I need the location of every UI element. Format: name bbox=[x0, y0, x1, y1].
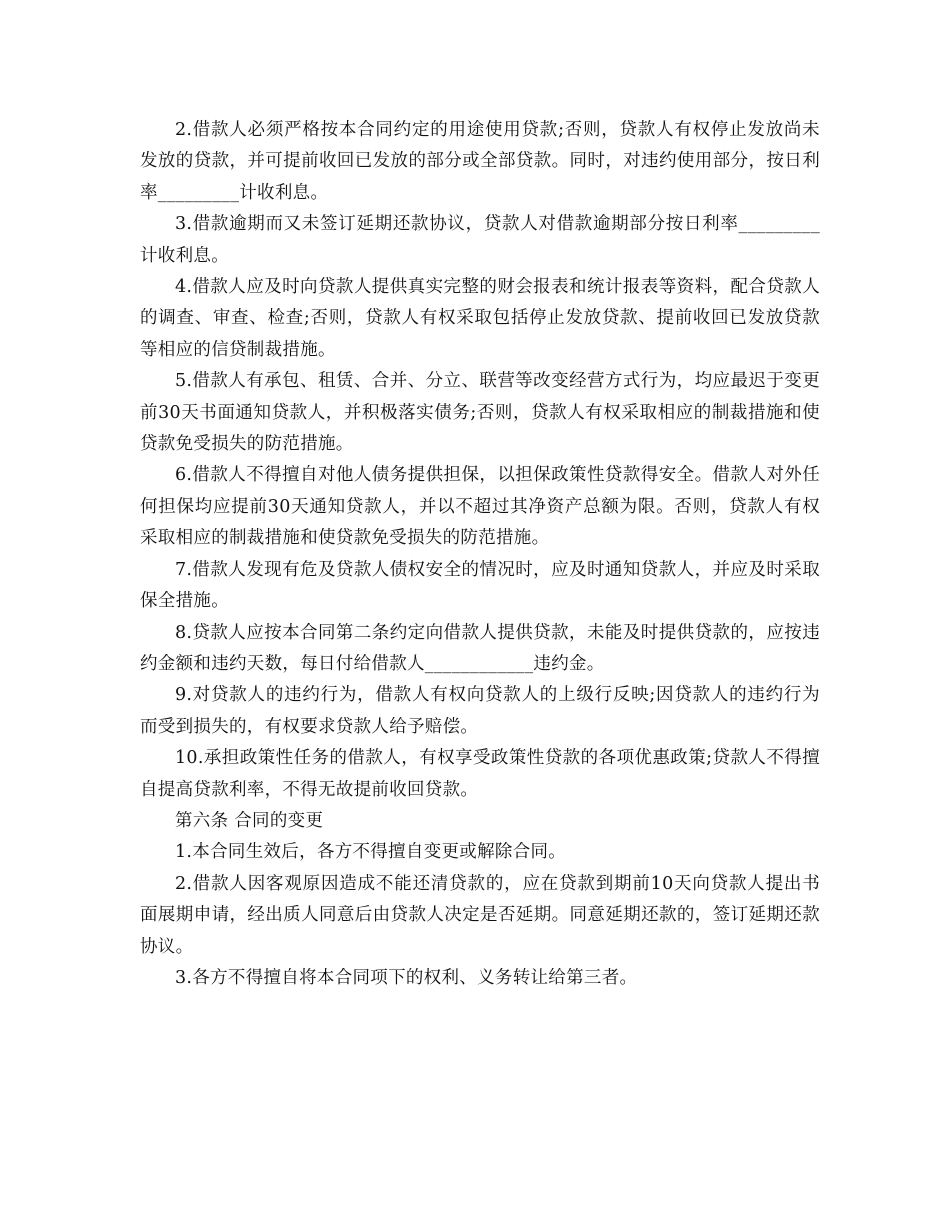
section-heading: 第六条 合同的变更 bbox=[175, 810, 324, 831]
clause-paragraph: 8.贷款人应按本合同第二条约定向借款人提供贷款，未能及时提供贷款的，应按违约金额和违约天数，每日付给借款人____________违约金。 bbox=[140, 622, 820, 674]
clause-paragraph: 3.各方不得擅自将本合同项下的权利、义务转让给第三者。 bbox=[175, 967, 638, 988]
clause-paragraph: 6.借款人不得擅自对他人债务提供担保，以担保政策性贷款得安全。借款人对外任何担保均应提前30天通知贷款人，并以不超过其净资产总额为限。否则，贷款人有权采取相应的制裁措施和使贷款免受损失的防范措施。 bbox=[140, 465, 820, 549]
clause-paragraph: 7.借款人发现有危及贷款人债权安全的情况时，应及时通知贷款人，并应及时采取保全措施。 bbox=[140, 559, 820, 612]
clause-paragraph: 10.承担政策性任务的借款人，有权享受政策性贷款的各项优惠政策;贷款人不得擅自提高贷款利率，不得无故提前收回贷款。 bbox=[140, 748, 820, 800]
clause-paragraph: 5.借款人有承包、租赁、合并、分立、联营等改变经营方式行为，均应最迟于变更前30天书面通知贷款人，并积极落实债务;否则，贷款人有权采取相应的制裁措施和使贷款免受损失的防范措施。 bbox=[140, 371, 820, 455]
clause-paragraph: 3.借款逾期而又未签订延期还款协议，贷款人对借款逾期部分按日利率_________计收利息。 bbox=[140, 214, 820, 266]
clause-paragraph: 2.借款人因客观原因造成不能还清贷款的，应在贷款到期前10天向贷款人提出书面展期申请，经出质人同意后由贷款人决定是否延期。同意延期还款的，签订延期还款协议。 bbox=[140, 873, 820, 957]
clause-paragraph: 1.本合同生效后，各方不得擅自变更或解除合同。 bbox=[175, 842, 567, 863]
clause-paragraph: 9.对贷款人的违约行为，借款人有权向贷款人的上级行反映;因贷款人的违约行为而受到损失的，有权要求贷款人给予赔偿。 bbox=[140, 685, 820, 737]
clause-paragraph: 4.借款人应及时向贷款人提供真实完整的财会报表和统计报表等资料，配合贷款人的调查、审查、检查;否则，贷款人有权采取包括停止发放贷款、提前收回已发放贷款等相应的信贷制裁措施。 bbox=[140, 277, 820, 360]
clause-paragraph: 2.借款人必须严格按本合同约定的用途使用贷款;否则，贷款人有权停止发放尚未发放的贷款，并可提前收回已发放的部分或全部贷款。同时，对违约使用部分，按日利率_________计收利息。 bbox=[140, 120, 820, 203]
document-body bbox=[140, 115, 820, 994]
